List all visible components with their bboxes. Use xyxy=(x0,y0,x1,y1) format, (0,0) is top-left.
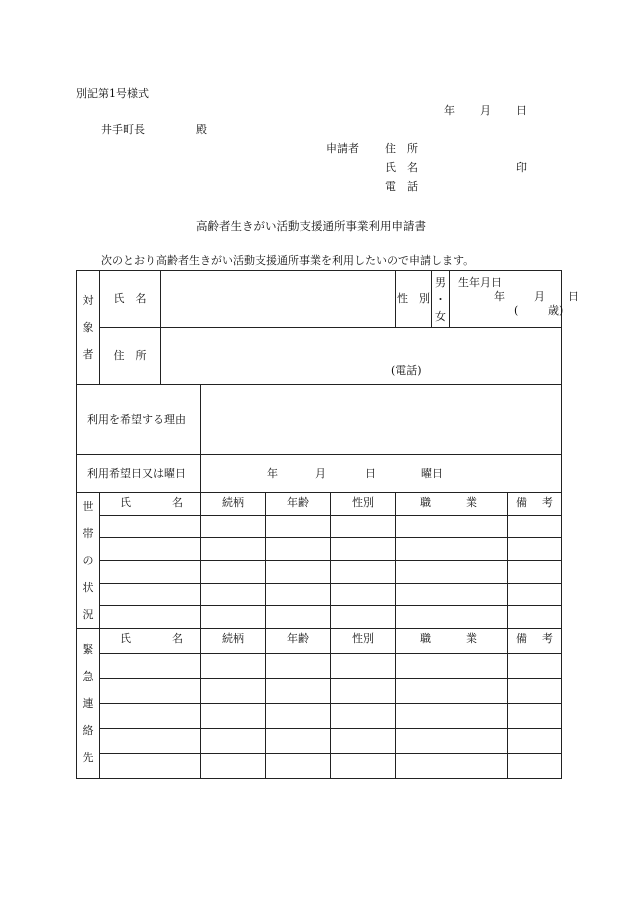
household-label-char: 帯 xyxy=(82,527,94,540)
sex-option-male[interactable]: 男 xyxy=(435,275,446,289)
wish-day-unit: 日 xyxy=(365,466,376,480)
emergency-label-char: 絡 xyxy=(82,724,94,737)
col-remarks-char: 備 xyxy=(516,496,527,509)
household-occupation-input[interactable] xyxy=(396,606,508,629)
document-title: 高齢者生きがい活動支援通所事業利用申請書 xyxy=(196,219,426,233)
emergency-sex-input[interactable] xyxy=(331,754,396,779)
subject-phone-label: (電話) xyxy=(391,364,422,377)
household-remarks-input[interactable] xyxy=(508,606,562,629)
dob-label: 生年月日 xyxy=(458,276,502,289)
household-sex-input[interactable] xyxy=(331,606,396,629)
emergency-remarks-input[interactable] xyxy=(508,704,562,729)
dob-year-unit: 年 xyxy=(494,290,505,303)
col-remarks-char: 考 xyxy=(542,632,553,645)
household-row xyxy=(77,515,562,538)
applicant-label: 申請者 xyxy=(326,142,359,155)
emergency-age-input[interactable] xyxy=(266,654,331,679)
emergency-sex-input[interactable] xyxy=(331,654,396,679)
emergency-name-input[interactable] xyxy=(100,704,201,729)
emergency-sex-input[interactable] xyxy=(331,704,396,729)
emergency-label-cell xyxy=(77,629,100,779)
subject-dob-cell[interactable] xyxy=(450,271,579,328)
emergency-age-input[interactable] xyxy=(266,729,331,754)
emergency-col-relation xyxy=(201,629,266,654)
emergency-label-char: 緊 xyxy=(82,643,94,656)
subject-name-input[interactable] xyxy=(161,271,396,328)
household-label-char: 況 xyxy=(82,608,94,621)
wish-label: 利用希望日又は曜日 xyxy=(87,466,186,480)
wish-weekday-unit: 曜日 xyxy=(421,466,443,480)
household-row xyxy=(77,560,562,583)
household-relation-input[interactable] xyxy=(201,515,266,538)
age-open-paren: ( xyxy=(514,304,519,317)
subject-address-label-cell xyxy=(100,328,161,385)
dob-month-unit: 月 xyxy=(534,290,545,303)
emergency-name-input[interactable] xyxy=(100,729,201,754)
household-relation-input[interactable] xyxy=(201,538,266,561)
household-col-sex xyxy=(331,493,396,516)
emergency-name-input[interactable] xyxy=(100,679,201,704)
emergency-col-remarks xyxy=(508,629,562,654)
household-row xyxy=(77,583,562,606)
emergency-occupation-input[interactable] xyxy=(396,654,508,679)
household-remarks-input[interactable] xyxy=(508,538,562,561)
intro-text: 次のとおり高齢者生きがい活動支援通所事業を利用したいので申請します。 xyxy=(101,254,475,267)
col-relation-label: 続柄 xyxy=(222,632,244,645)
emergency-sex-input[interactable] xyxy=(331,679,396,704)
subject-label-char: 対 xyxy=(82,294,94,307)
emergency-remarks-input[interactable] xyxy=(508,729,562,754)
subject-sex-choice[interactable] xyxy=(432,271,450,328)
household-age-input[interactable] xyxy=(266,583,331,606)
reason-input[interactable] xyxy=(201,385,562,455)
emergency-col-age xyxy=(266,629,331,654)
household-name-input[interactable] xyxy=(100,538,201,561)
emergency-age-input[interactable] xyxy=(266,704,331,729)
form-number: 別記第1号様式 xyxy=(76,87,149,100)
household-col-name xyxy=(100,493,201,516)
household-remarks-input[interactable] xyxy=(508,560,562,583)
household-occupation-input[interactable] xyxy=(396,583,508,606)
emergency-col-occupation xyxy=(396,629,508,654)
emergency-label-char: 連 xyxy=(82,697,94,710)
col-occupation-char: 業 xyxy=(466,632,477,645)
emergency-row xyxy=(77,679,562,704)
subject-sex-label-cell xyxy=(396,271,432,328)
addressee-honorific: 殿 xyxy=(196,123,207,136)
subject-name-label: 氏 名 xyxy=(113,292,147,305)
emergency-sex-input[interactable] xyxy=(331,729,396,754)
emergency-occupation-input[interactable] xyxy=(396,679,508,704)
household-col-occupation xyxy=(396,493,508,516)
emergency-name-input[interactable] xyxy=(100,754,201,779)
emergency-remarks-input[interactable] xyxy=(508,754,562,779)
household-age-input[interactable] xyxy=(266,515,331,538)
household-label-char: の xyxy=(82,554,94,567)
emergency-row xyxy=(77,704,562,729)
emergency-label-char: 先 xyxy=(82,751,94,764)
seal-label: 印 xyxy=(516,161,527,174)
emergency-occupation-input[interactable] xyxy=(396,754,508,779)
emergency-relation-input[interactable] xyxy=(201,704,266,729)
household-name-input[interactable] xyxy=(100,515,201,538)
household-sex-input[interactable] xyxy=(331,560,396,583)
col-age-label: 年齢 xyxy=(287,496,309,509)
wish-month-unit: 月 xyxy=(315,466,326,480)
col-name-char: 氏 xyxy=(120,632,131,645)
emergency-relation-input[interactable] xyxy=(201,754,266,779)
household-label-cell xyxy=(77,493,100,629)
household-label-char: 世 xyxy=(82,500,94,513)
household-sex-input[interactable] xyxy=(331,538,396,561)
emergency-row xyxy=(77,654,562,679)
subject-address-input[interactable] xyxy=(161,328,562,385)
age-label: 歳) xyxy=(548,304,564,317)
household-age-input[interactable] xyxy=(266,538,331,561)
col-name-char: 名 xyxy=(172,632,183,645)
household-occupation-input[interactable] xyxy=(396,560,508,583)
col-occupation-char: 職 xyxy=(420,496,431,509)
household-name-input[interactable] xyxy=(100,606,201,629)
household-relation-input[interactable] xyxy=(201,583,266,606)
household-age-input[interactable] xyxy=(266,606,331,629)
emergency-row xyxy=(77,729,562,754)
household-row xyxy=(77,606,562,629)
sex-option-separator: ・ xyxy=(435,292,446,306)
emergency-remarks-input[interactable] xyxy=(508,679,562,704)
household-row xyxy=(77,538,562,561)
household-sex-input[interactable] xyxy=(331,515,396,538)
dob-day-unit: 日 xyxy=(568,290,579,303)
date-day-label: 日 xyxy=(516,104,527,117)
household-col-remarks xyxy=(508,493,562,516)
col-occupation-char: 業 xyxy=(466,496,477,509)
col-relation-label: 続柄 xyxy=(222,496,244,509)
emergency-age-input[interactable] xyxy=(266,679,331,704)
household-relation-input[interactable] xyxy=(201,560,266,583)
subject-label-char: 象 xyxy=(82,321,94,334)
household-name-input[interactable] xyxy=(100,583,201,606)
col-sex-label: 性別 xyxy=(352,632,374,645)
household-sex-input[interactable] xyxy=(331,583,396,606)
sex-option-female[interactable]: 女 xyxy=(435,309,446,323)
household-col-age xyxy=(266,493,331,516)
subject-sex-label: 性 別 xyxy=(397,292,430,305)
subject-name-label-cell xyxy=(100,271,161,328)
subject-label-cell xyxy=(77,271,100,385)
household-relation-input[interactable] xyxy=(201,606,266,629)
col-sex-label: 性別 xyxy=(352,496,374,509)
household-remarks-input[interactable] xyxy=(508,515,562,538)
applicant-phone-label: 電 話 xyxy=(385,180,418,193)
applicant-address-label: 住 所 xyxy=(385,142,418,155)
emergency-label-char: 急 xyxy=(82,670,94,683)
reason-label-cell xyxy=(77,385,201,455)
emergency-relation-input[interactable] xyxy=(201,654,266,679)
reason-label: 利用を希望する理由 xyxy=(87,412,186,426)
col-remarks-char: 考 xyxy=(542,496,553,509)
subject-label-char: 者 xyxy=(82,348,94,361)
household-occupation-input[interactable] xyxy=(396,515,508,538)
emergency-name-input[interactable] xyxy=(100,654,201,679)
household-col-relation xyxy=(201,493,266,516)
emergency-relation-input[interactable] xyxy=(201,679,266,704)
emergency-col-sex xyxy=(331,629,396,654)
col-age-label: 年齢 xyxy=(287,632,309,645)
col-name-char: 氏 xyxy=(120,496,131,509)
household-name-input[interactable] xyxy=(100,560,201,583)
subject-address-label: 住 所 xyxy=(113,349,147,362)
household-age-input[interactable] xyxy=(266,560,331,583)
emergency-occupation-input[interactable] xyxy=(396,704,508,729)
col-occupation-char: 職 xyxy=(420,632,431,645)
date-year-label: 年 xyxy=(444,104,455,117)
col-name-char: 名 xyxy=(172,496,183,509)
col-remarks-char: 備 xyxy=(516,632,527,645)
emergency-age-input[interactable] xyxy=(266,754,331,779)
wish-date-input[interactable] xyxy=(201,455,562,493)
emergency-row xyxy=(77,754,562,779)
emergency-remarks-input[interactable] xyxy=(508,654,562,679)
household-label-char: 状 xyxy=(82,581,94,594)
wish-label-cell xyxy=(77,455,201,493)
addressee: 井手町長 xyxy=(101,123,145,136)
wish-year-unit: 年 xyxy=(267,466,278,480)
household-occupation-input[interactable] xyxy=(396,538,508,561)
application-form-table xyxy=(76,270,579,779)
emergency-relation-input[interactable] xyxy=(201,729,266,754)
household-remarks-input[interactable] xyxy=(508,583,562,606)
emergency-col-name xyxy=(100,629,201,654)
emergency-occupation-input[interactable] xyxy=(396,729,508,754)
date-month-label: 月 xyxy=(480,104,491,117)
applicant-name-label: 氏 名 xyxy=(385,161,418,174)
